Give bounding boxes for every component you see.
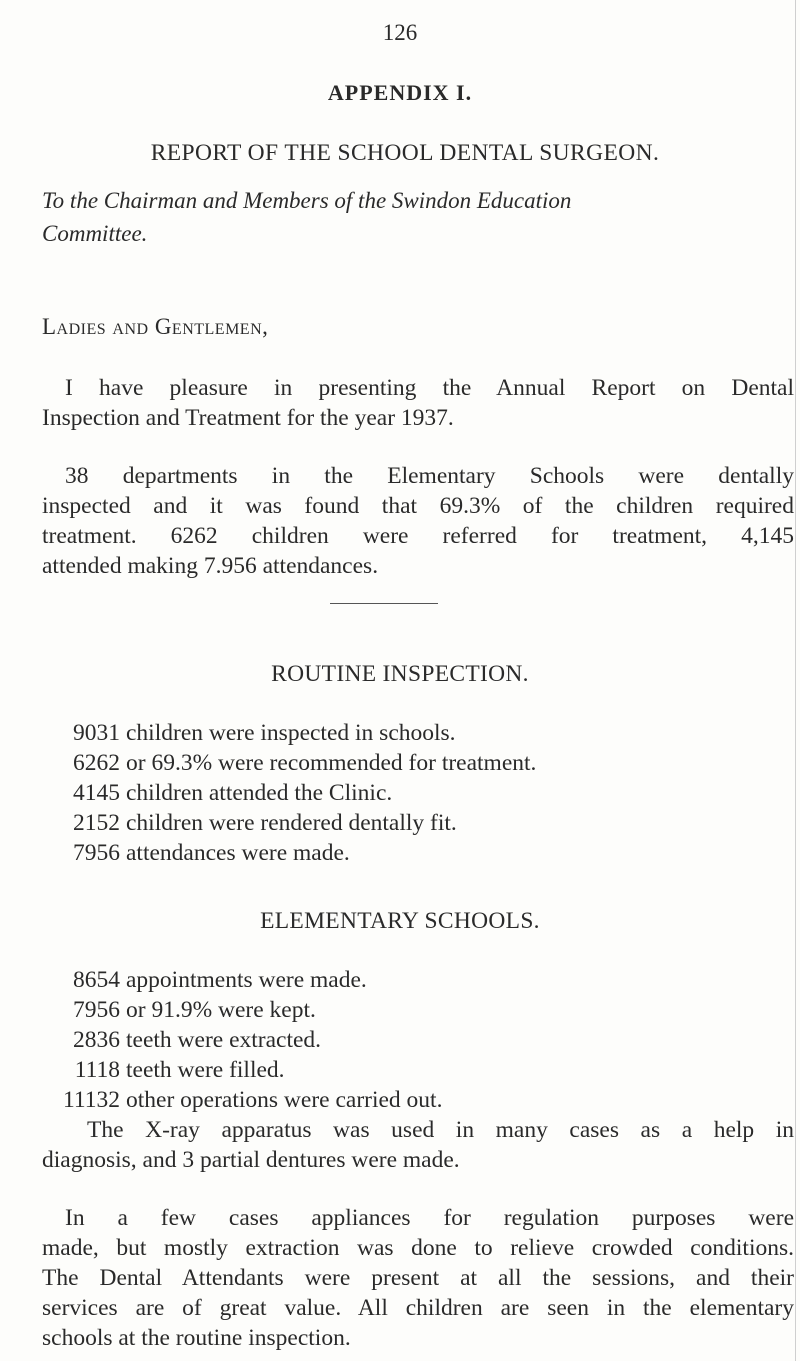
stat-number: 11132 xyxy=(62,1087,120,1113)
stat-number: 7956 xyxy=(73,840,120,866)
intro-paragraph xyxy=(42,373,794,433)
list-item xyxy=(42,808,536,838)
stat-text: teeth were filled. xyxy=(126,1057,285,1083)
routine-inspection-list xyxy=(42,718,536,868)
stat-number: 2836 xyxy=(73,1027,120,1053)
stat-number: 1118 xyxy=(74,1057,120,1083)
list-item xyxy=(42,778,536,808)
stat-number: 8654 xyxy=(73,967,120,993)
list-item xyxy=(42,718,536,748)
closing-line-3: The Dental Attendants were present at all the sessions, and their xyxy=(42,1265,794,1291)
elementary-schools-list xyxy=(42,965,442,1115)
stat-text: children were rendered dentally fit. xyxy=(126,810,457,836)
stat-text: children attended the Clinic. xyxy=(126,780,393,806)
stat-text: other operations were carried out. xyxy=(126,1087,443,1113)
addressee-line-2: Committee. xyxy=(42,221,148,246)
list-item xyxy=(42,838,536,868)
list-item xyxy=(42,995,442,1025)
xray-paragraph xyxy=(42,1115,794,1175)
closing-line-5: schools at the routine inspection. xyxy=(42,1325,351,1351)
summary-line-1: 38 departments in the Elementary Schools were dentally xyxy=(65,463,794,489)
appendix-title: APPENDIX I. xyxy=(327,80,473,105)
stat-text: children were inspected in schools. xyxy=(126,720,456,746)
section-divider xyxy=(330,603,438,604)
stat-number: 6262 xyxy=(73,750,120,776)
summary-paragraph xyxy=(42,461,794,581)
salutation: Ladies and Gentlemen, xyxy=(42,314,269,339)
xray-line-1: The X-ray apparatus was used in many cases as a help in xyxy=(87,1117,794,1143)
summary-line-2: inspected and it was found that 69.3% of the children required xyxy=(42,493,794,519)
list-item xyxy=(42,1085,442,1115)
closing-line-1: In a few cases appliances for regulation purposes were xyxy=(65,1205,794,1231)
stat-text: appointments were made. xyxy=(126,967,367,993)
report-title: REPORT OF THE SCHOOL DENTAL SURGEON. xyxy=(150,140,660,166)
xray-line-2: diagnosis, and 3 partial dentures were made. xyxy=(42,1147,460,1173)
page-number: 126 xyxy=(382,20,418,45)
list-item xyxy=(42,748,536,778)
list-item xyxy=(42,1055,442,1085)
closing-line-2: made, but mostly extraction was done to relieve crowded conditions. xyxy=(42,1235,794,1261)
stat-text: attendances were made. xyxy=(126,840,350,866)
list-item xyxy=(42,1025,442,1055)
stat-number: 9031 xyxy=(73,720,120,746)
summary-line-4: attended making 7.956 attendances. xyxy=(42,553,379,579)
addressee-line-1: To the Chairman and Members of the Swindon Education xyxy=(42,188,572,213)
intro-line-2: Inspection and Treatment for the year 1937. xyxy=(42,405,454,431)
stat-text: teeth were extracted. xyxy=(126,1027,322,1053)
stat-number: 4145 xyxy=(73,780,120,806)
routine-inspection-heading: ROUTINE INSPECTION. xyxy=(271,661,529,687)
list-item xyxy=(42,965,442,995)
closing-paragraph xyxy=(42,1203,794,1353)
summary-line-3: treatment. 6262 children were referred for treatment, 4,145 xyxy=(42,523,794,549)
closing-line-4: services are of great value. All children are seen in the elementary xyxy=(42,1295,794,1321)
stat-number: 7956 xyxy=(73,997,120,1023)
stat-number: 2152 xyxy=(73,810,120,836)
intro-line-1: I have pleasure in presenting the Annual Report on Dental xyxy=(65,375,794,401)
elementary-schools-heading: ELEMENTARY SCHOOLS. xyxy=(260,908,540,934)
stat-text: or 91.9% were kept. xyxy=(126,997,316,1023)
stat-text: or 69.3% were recommended for treatment. xyxy=(126,750,537,776)
